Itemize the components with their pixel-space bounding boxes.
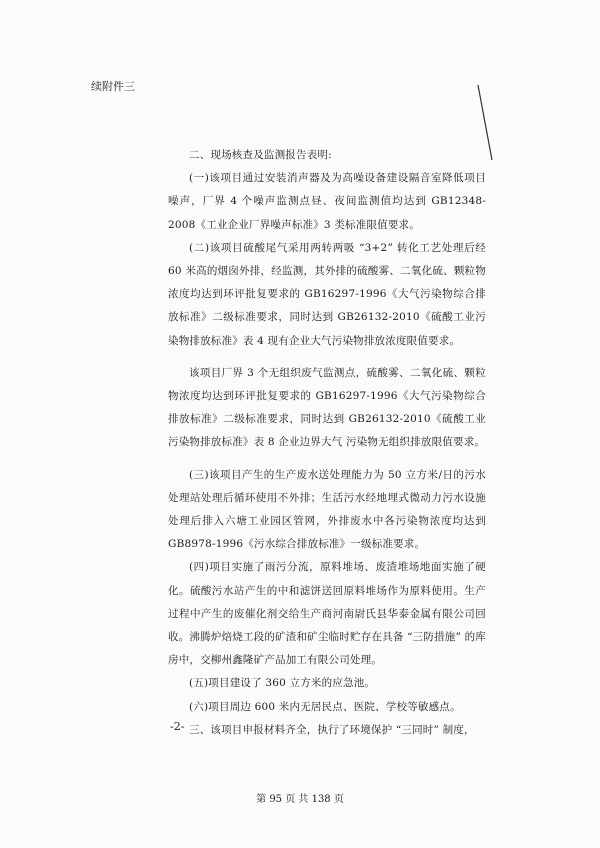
paragraph-solid-waste: (四)项目实施了雨污分流，原料堆场、废渣堆场地面实施了硬化。硫酸污水站产生的中和滤饼送回原料堆场作为原料使用。生产过程中产生的废催化剂交给生产商河南尉氏县华泰金属有限公司回收。沸腾炉焙烧工段的矿渣和矿尘临时贮存在具备 “三防措施” 的库房中，交柳州鑫隆矿产品加工有限公司处理。 <box>168 561 486 667</box>
section-heading-3: 三、该项目申报材料齐全，执行了环境保护 “三同时” 制度， <box>189 723 475 736</box>
attachment-label: 续附件三 <box>91 80 135 93</box>
report-body <box>168 144 486 742</box>
page-footer: 第 95 页 共 138 页 <box>256 794 344 805</box>
paragraph-exhaust: (二)该项目硫酸尾气采用两转两吸 “3+2” 转化工艺处理后经 60 米高的烟囱外排，经监测，其外排的硫酸雾、二氧化硫、颗粒物浓度均达到环评批复要求的 GB16297-1996《大气污染物综合排放标准》二级标准要求，同时达到 GB26132-2010《硫酸工业污染物排放标准》表 4 现有企业大气污染物排放浓度限值要求。 <box>168 241 486 347</box>
page-number: -2- <box>170 720 185 733</box>
paragraph-fugitive: 该项目厂界 3 个无组织废气监测点，硫酸雾、二氧化硫、颗粒物浓度均达到环评批复要求的 GB16297-1996《大气污染物综合排放标准》二级标准要求，同时达到 GB26132-2010《硫酸工业污染物排放标准》表 8 企业边界大气 污染物无组织排放限值要求。 <box>168 366 486 449</box>
paragraph-noise: (一)该项目通过安装消声器及为高噪设备建设隔音室降低项目噪声，厂界 4 个噪声监测点昼、夜间监测值均达到 GB12348-2008《工业企业厂界噪声标准》3 类标准限值要求。 <box>168 172 486 231</box>
paragraph-emergency-pool: (五)项目建设了 360 立方米的应急池。 <box>189 677 376 690</box>
section-heading-2: 二、现场核查及监测报告表明: <box>189 149 332 161</box>
paragraph-sensitive-points: (六)项目周边 600 米内无居民点、医院、学校等敏感点。 <box>189 700 461 713</box>
paragraph-wastewater: (三)该项目产生的生产废水送处理能力为 50 立方米/日的污水处理站处理后循环使用不外排；生活污水经地埋式微动力污水设施处理后排入六塘工业园区管网，外排废水中各污染物浓度均达到 GB8978-1996《污水综合排放标准》一级标准要求。 <box>168 468 486 551</box>
